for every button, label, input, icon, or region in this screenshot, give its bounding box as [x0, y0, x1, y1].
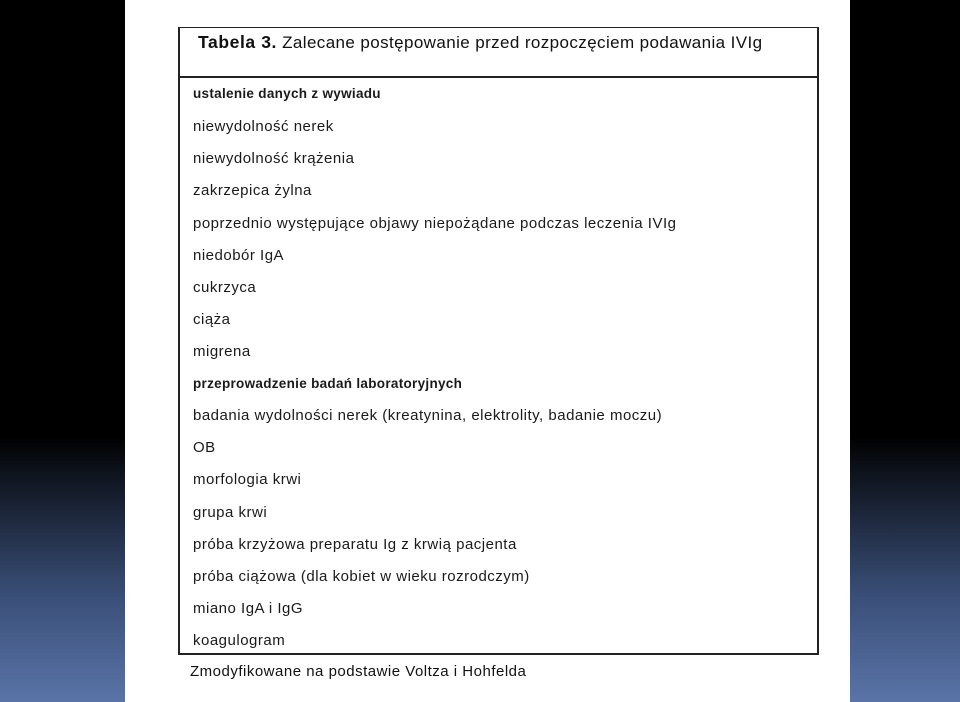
- table-caption-label: Tabela 3.: [198, 32, 277, 52]
- section-heading: przeprowadzenie badań laboratoryjnych: [193, 376, 463, 391]
- table-row: niewydolność krążenia: [193, 150, 355, 167]
- scanned-page: [125, 0, 850, 702]
- table-row: cukrzyca: [193, 279, 257, 296]
- recommendation-table: [178, 27, 819, 655]
- table-row: poprzednio występujące objawy niepożądane podczas leczenia IVIg: [193, 215, 677, 232]
- table-row: niewydolność nerek: [193, 118, 334, 135]
- table-row: grupa krwi: [193, 504, 268, 521]
- header-divider: [180, 76, 817, 78]
- table-caption: [198, 33, 808, 52]
- table-row: badania wydolności nerek (kreatynina, elektrolity, badanie moczu): [193, 407, 663, 424]
- table-row: zakrzepica żylna: [193, 182, 312, 199]
- table-row: próba ciążowa (dla kobiet w wieku rozrodczym): [193, 568, 530, 585]
- table-row: miano IgA i IgG: [193, 600, 304, 617]
- table-row: próba krzyżowa preparatu Ig z krwią pacjenta: [193, 536, 517, 553]
- table-row: OB: [193, 439, 216, 456]
- table-row: morfologia krwi: [193, 471, 302, 488]
- table-row: migrena: [193, 343, 251, 360]
- table-caption-text: Zalecane postępowanie przed rozpoczęciem podawania IVIg: [282, 33, 763, 52]
- table-row: ciąża: [193, 311, 231, 328]
- source-note: Zmodyfikowane na podstawie Voltza i Hohfelda: [190, 663, 527, 680]
- table-row: koagulogram: [193, 632, 286, 649]
- section-heading: ustalenie danych z wywiadu: [193, 86, 381, 101]
- table-row: niedobór IgA: [193, 247, 285, 264]
